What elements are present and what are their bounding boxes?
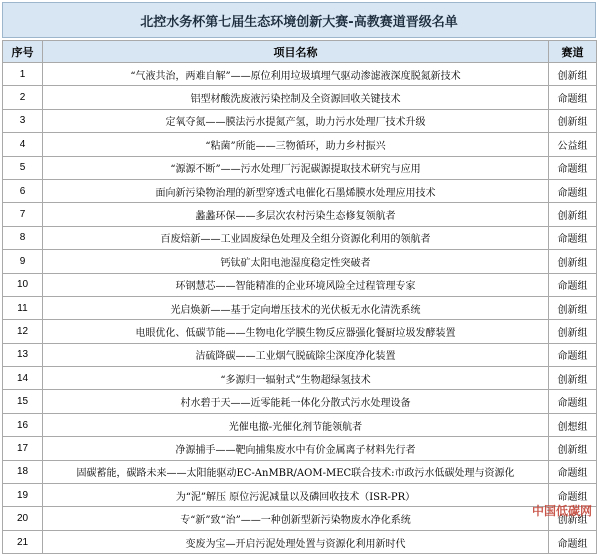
- finalist-table: [2, 40, 597, 554]
- row-number: 9: [3, 250, 43, 273]
- table-row: [3, 343, 597, 366]
- row-number: 17: [3, 437, 43, 460]
- row-number: 15: [3, 390, 43, 413]
- table-row: [3, 437, 597, 460]
- table-row: [3, 63, 597, 86]
- project-name: “多源归一辐射式”生物超绿氢技术: [43, 367, 549, 390]
- track-label: 命题组: [549, 273, 597, 296]
- project-name: 百废焙新——工业固废绿色处理及全组分资源化利用的领航者: [43, 226, 549, 249]
- track-label: 公益组: [549, 133, 597, 156]
- track-label: 命题组: [549, 484, 597, 507]
- table-row: [3, 179, 597, 202]
- row-number: 5: [3, 156, 43, 179]
- project-name: 铝型材酸洗废液污染控制及全资源回收关键技术: [43, 86, 549, 109]
- table-row: [3, 133, 597, 156]
- row-number: 10: [3, 273, 43, 296]
- table-row: [3, 413, 597, 436]
- row-number: 7: [3, 203, 43, 226]
- row-number: 3: [3, 109, 43, 132]
- project-name: 蠡蠡环保——多层次农村污染生态修复领航者: [43, 203, 549, 226]
- track-label: 创新组: [549, 203, 597, 226]
- header-track: 赛道: [549, 41, 597, 63]
- table-row: [3, 203, 597, 226]
- project-name: 为“泥”解压 原位污泥减量以及磷回收技术（ISR-PR）: [43, 484, 549, 507]
- project-name: 变废为宝—开启污泥处理处置与资源化利用新时代: [43, 530, 549, 553]
- row-number: 20: [3, 507, 43, 530]
- project-name: “气液共治，两难自解”——原位利用垃圾填埋气驱动渗滤液深度脱氮新技术: [43, 63, 549, 86]
- table-row: [3, 156, 597, 179]
- track-label: 命题组: [549, 226, 597, 249]
- row-number: 14: [3, 367, 43, 390]
- row-number: 18: [3, 460, 43, 483]
- track-label: 创新组: [549, 296, 597, 319]
- table-header-row: [3, 41, 597, 63]
- track-label: 命题组: [549, 460, 597, 483]
- table-row: [3, 507, 597, 530]
- row-number: 12: [3, 320, 43, 343]
- project-name: 村水碧于天——近零能耗一体化分散式污水处理设备: [43, 390, 549, 413]
- track-label: 创新组: [549, 507, 597, 530]
- track-label: 命题组: [549, 179, 597, 202]
- track-label: 创新组: [549, 63, 597, 86]
- table-row: [3, 530, 597, 553]
- table-row: [3, 460, 597, 483]
- project-name: 电眼优化、低碳节能——生物电化学膜生物反应器强化餐厨垃圾发酵装置: [43, 320, 549, 343]
- project-name: 固碳蓄能，碳路未来——太阳能驱动EC-AnMBR/AOM-MEC联合技术:市政污水低碳处理与资源化: [43, 460, 549, 483]
- row-number: 13: [3, 343, 43, 366]
- table-row: [3, 367, 597, 390]
- track-label: 创新组: [549, 437, 597, 460]
- project-name: 净源捕手——靶向捕集废水中有价金属离子材料先行者: [43, 437, 549, 460]
- table-row: [3, 250, 597, 273]
- track-label: 创新组: [549, 250, 597, 273]
- project-name: 专“新”致“治”——一种创新型新污染物废水净化系统: [43, 507, 549, 530]
- track-label: 命题组: [549, 343, 597, 366]
- project-name: 光催电撤-光催化剂节能领航者: [43, 413, 549, 436]
- table-row: [3, 273, 597, 296]
- project-name: 钙钛矿太阳电池湿度稳定性突破者: [43, 250, 549, 273]
- project-name: “源源不断”——污水处理厂污泥碳源提取技术研究与应用: [43, 156, 549, 179]
- header-no: 序号: [3, 41, 43, 63]
- table-row: [3, 226, 597, 249]
- row-number: 2: [3, 86, 43, 109]
- project-name: 洁硫降碳——工业烟气脱硫除尘深度净化装置: [43, 343, 549, 366]
- track-label: 创想组: [549, 413, 597, 436]
- project-name: “粘菌”所能——三物循环，助力乡村振兴: [43, 133, 549, 156]
- table-row: [3, 109, 597, 132]
- table-row: [3, 320, 597, 343]
- page-title: 北控水务杯第七届生态环境创新大赛-高教赛道晋级名单: [2, 2, 596, 38]
- table-row: [3, 296, 597, 319]
- row-number: 8: [3, 226, 43, 249]
- track-label: 创新组: [549, 320, 597, 343]
- project-name: 定氧夺氮——膜法污水提氮产氢，助力污水处理厂技术升级: [43, 109, 549, 132]
- row-number: 11: [3, 296, 43, 319]
- track-label: 命题组: [549, 156, 597, 179]
- row-number: 16: [3, 413, 43, 436]
- row-number: 21: [3, 530, 43, 553]
- row-number: 6: [3, 179, 43, 202]
- project-name: 光启焕新——基于定向增压技术的光伏板无水化清洗系统: [43, 296, 549, 319]
- row-number: 4: [3, 133, 43, 156]
- track-label: 命题组: [549, 530, 597, 553]
- watermark-logo: 中国低碳网: [531, 504, 592, 518]
- project-name: 面向新污染物治理的新型穿透式电催化石墨烯膜水处理应用技术: [43, 179, 549, 202]
- track-label: 创新组: [549, 367, 597, 390]
- table-row: [3, 390, 597, 413]
- track-label: 命题组: [549, 86, 597, 109]
- track-label: 命题组: [549, 390, 597, 413]
- header-project-name: 项目名称: [43, 41, 549, 63]
- track-label: 创新组: [549, 109, 597, 132]
- project-name: 环钢慧芯——智能精准的企业环境风险全过程管理专家: [43, 273, 549, 296]
- table-row: [3, 484, 597, 507]
- table-row: [3, 86, 597, 109]
- row-number: 19: [3, 484, 43, 507]
- row-number: 1: [3, 63, 43, 86]
